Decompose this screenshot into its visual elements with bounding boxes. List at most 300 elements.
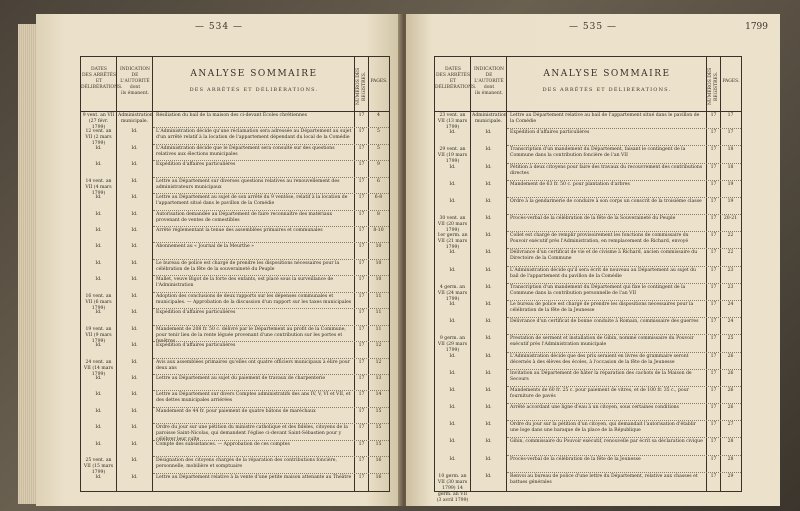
row-analysis: Expédition d'affaires particulières — [156, 310, 236, 316]
row-register-number: 17 — [358, 211, 365, 217]
row-date: Id. — [95, 343, 102, 349]
row-analysis: Ordre à la gendarmerie de conduire à son corps un conscrit de la troisième classe — [510, 198, 702, 204]
row-analysis: Pétition à deux citoyens pour faire des travaux du recouvrement des contributions directes — [510, 164, 703, 176]
row-date: Id. — [449, 439, 456, 445]
row-register-number: 17 — [358, 277, 365, 283]
numero-header — [707, 57, 721, 111]
row-analysis: Procès-verbal de la célébration de la fête de la Jeunesse — [510, 456, 641, 462]
row-divider — [507, 437, 741, 438]
row-pages: 24 — [727, 319, 734, 325]
row-analysis: Collet est chargé de remplir provisoirement les fonctions de commissaire du Pouvoir exécutif près l'Administration, en remplacement de Richard, envoyé — [510, 233, 689, 245]
row-authority: Id. — [485, 284, 492, 290]
row-date: 10 germ. an VII (30 mars 1799) 14 germ. an VII (3 avril 1799) — [436, 473, 469, 503]
row-register-number: 17 — [710, 233, 717, 239]
row-authority: Id. — [485, 319, 492, 325]
row-pages: 24 — [727, 302, 734, 307]
row-analysis: Délivrance d'un certificat de vie et de civisme à Richard, ancien commissaire du Directoire de la Commune — [510, 250, 698, 262]
row-authority: Id. — [485, 405, 492, 411]
row-analysis: Compte des subsistances. — Approbation de ces comptes — [156, 441, 290, 447]
row-divider — [153, 358, 389, 359]
date-header-line: DATES — [445, 67, 461, 72]
row-authority: Id. — [131, 178, 138, 184]
row-register-number: 17 — [358, 293, 365, 299]
row-date: Id. — [449, 456, 456, 462]
row-authority: Administration municipale. — [118, 113, 153, 124]
row-register-number: 17 — [710, 198, 717, 204]
row-register-number: 17 — [710, 113, 717, 118]
row-divider — [153, 226, 389, 227]
row-register-number: 17 — [358, 458, 365, 464]
row-analysis: Arrêté réglementant la tenue des assemblées primaires et communales — [156, 228, 323, 234]
row-date: 4 germ. an VII (24 mars 1799) — [437, 284, 468, 302]
row-date: 12 vent. an VII (2 mars 1799) — [85, 129, 112, 147]
row-pages: 26 — [727, 370, 734, 376]
row-pages: 23 — [727, 284, 734, 290]
row-analysis: Mandement de 208 fr. 50 c. délivré par le Département au profit de la Commune, pour tenir lieu de la rente léguée provenant d'une contribution sur les portes et fenêtres — [156, 326, 346, 344]
date-header-line: DES ARRÊTÉS — [435, 73, 471, 78]
row-divider — [153, 144, 389, 145]
row-register-number: 17 — [710, 284, 717, 290]
row-date: Id. — [95, 162, 102, 168]
row-analysis: Expédition d'affaires particulières — [510, 130, 590, 136]
row-pages: 17 — [727, 113, 734, 118]
row-pages: 6 — [377, 178, 380, 184]
row-register-number: 17 — [358, 441, 365, 447]
year-header: 1799 — [745, 22, 768, 32]
row-analysis: Procès-verbal de la célébration de la fête de la Souveraineté du Peuple — [510, 216, 676, 222]
row-date: Id. — [449, 422, 456, 428]
row-date: Id. — [95, 244, 102, 250]
row-authority: Id. — [131, 359, 138, 365]
row-authority: Id. — [131, 211, 138, 217]
row-analysis: Autorisation demandée au Département de faire reconnaître des matériaux provenant de ventes de comestibles — [156, 211, 333, 223]
row-date: 29 vent. an VII (19 mars 1799) — [437, 147, 468, 165]
row-register-number: 17 — [710, 164, 717, 170]
row-divider — [507, 352, 741, 353]
row-pages: 16 — [375, 458, 382, 464]
row-register-number: 17 — [358, 145, 365, 151]
row-date: Id. — [449, 267, 456, 273]
row-register-number: 17 — [710, 336, 717, 342]
row-register-number: 17 — [358, 474, 365, 480]
row-divider — [507, 128, 741, 129]
row-divider — [153, 325, 389, 326]
row-register-number: 17 — [358, 375, 365, 381]
row-date: Id. — [95, 211, 102, 217]
row-date: 14 vent. an VII (4 mars 1799) — [85, 178, 112, 196]
row-pages: 5 — [377, 129, 380, 135]
analysis-subtitle: DES ARRÊTÉS ET DÉLIBÉRATIONS. — [189, 87, 319, 93]
row-register-number: 17 — [710, 387, 717, 393]
row-register-number: 17 — [358, 129, 365, 135]
row-divider — [153, 210, 389, 211]
row-pages: 22 — [727, 233, 734, 239]
row-authority: Id. — [485, 181, 492, 187]
row-date: 24 vent. an VII (14 mars 1799) — [83, 359, 114, 377]
row-date: Id. — [449, 250, 456, 256]
authority-header-line: ils émanent. — [475, 91, 503, 96]
row-analysis: Lettre au Département sur diverses questions relatives au renouvellement des administrateurs municipaux — [156, 178, 340, 190]
row-authority: Id. — [485, 473, 492, 479]
row-authority: Id. — [131, 260, 138, 266]
pages-header — [721, 57, 741, 111]
row-register-number: 17 — [358, 408, 365, 414]
row-pages: 26 — [727, 405, 734, 411]
row-register-number: 17 — [358, 260, 365, 266]
row-date: Id. — [449, 370, 456, 376]
row-date: 9 germ. an VII (29 mars 1799) — [437, 336, 468, 354]
row-authority: Id. — [131, 375, 138, 381]
row-authority: Id. — [485, 336, 492, 342]
row-divider — [153, 308, 389, 309]
row-date: Id. — [449, 130, 456, 136]
row-analysis: Ordre du jour sur une pétition du ministre catholique et des fidèles, citoyens de la paroisse Saint-Nicolas, qui demandent l'église ci-devant Saint-Sébastien pour y célébrer leur culte — [156, 425, 348, 443]
row-date: Id. — [95, 408, 102, 414]
numero-header — [355, 57, 369, 111]
row-analysis: Expédition d'affaires particulières — [156, 343, 236, 349]
date-header-line: ET — [449, 79, 457, 84]
row-authority: Id. — [131, 474, 138, 480]
row-date: 16 vent. an VII (6 mars 1799) — [85, 293, 112, 311]
row-authority: Id. — [131, 228, 138, 234]
date-header-line: DÉLIBÉRATIONS. — [435, 85, 477, 90]
row-analysis: Expédition d'affaires particulières — [156, 162, 236, 168]
row-register-number: 17 — [358, 425, 365, 431]
row-pages: 5 — [377, 145, 380, 151]
row-divider — [153, 374, 389, 375]
row-pages: 23 — [727, 267, 734, 273]
row-pages: 12 — [375, 343, 382, 349]
row-register-number: 17 — [358, 343, 365, 349]
row-pages: 10 — [375, 244, 382, 250]
row-analysis: Lettre au Département sur divers Comptes administratifs des ans IV, V, VI et VII, et des dettes municipales arriérées — [156, 392, 351, 404]
date-header — [81, 57, 123, 111]
row-date: 1er germ. an VII (21 mars 1799) — [437, 233, 468, 251]
row-authority: Id. — [131, 458, 138, 464]
row-authority: Id. — [131, 408, 138, 414]
row-analysis: Transcription d'un mandement du Département qui fixe le contingent de la Commune dans la contribution personnelle de l'an VII — [510, 284, 686, 296]
row-authority: Id. — [485, 130, 492, 136]
authority-header-line: DE L'AUTORITÉ — [474, 73, 504, 84]
row-date: 23 vent. an VII (13 mars 1799) — [437, 113, 468, 130]
row-pages: 18 — [727, 147, 734, 153]
pages-header-text: PAGES. — [370, 79, 388, 84]
row-analysis: L'Administration décide qu'il sera écrit de nouveau au Département au sujet du bail de l'appartement du pavillon de la Comédie — [510, 267, 697, 279]
row-analysis: Transcription d'un mandement du Département, faisant le contingent de la Commune dans la contribution foncière de l'an VII — [510, 147, 686, 159]
row-pages: 28 — [727, 439, 734, 445]
row-analysis: L'Administration décide qu'une réclamation sera adressée au Département au sujet d'un arrêté relatif à la location de l'appartement dépendant du local de la Comédie — [156, 129, 352, 141]
row-pages: 25 — [727, 336, 734, 342]
table-row — [435, 473, 741, 503]
row-analysis: Gibin, commissaire du Pouvoir exécutif, renouvelle par écrit sa déclaration civique — [510, 439, 703, 445]
row-pages: 29 — [727, 473, 734, 479]
row-date: Id. — [449, 405, 456, 411]
row-pages: 10 — [375, 260, 382, 266]
numero-header-text: NUMÉROS DES REGISTRES. — [356, 67, 367, 105]
row-divider — [153, 160, 389, 161]
row-date: Id. — [449, 319, 456, 325]
row-authority: Id. — [131, 425, 138, 431]
row-pages: 10 — [375, 277, 382, 283]
row-authority: Id. — [485, 250, 492, 256]
row-pages: 19 — [727, 181, 734, 187]
row-date: Id. — [449, 198, 456, 204]
row-register-number: 17 — [358, 326, 365, 332]
date-header-line: DÉLIBÉRATIONS. — [81, 85, 123, 90]
row-analysis: Lettre au Département au sujet de son arrêté du 9 ventôse, relatif à la location de l'appartement situé dans le pavillon de la Comédie — [156, 195, 348, 207]
row-register-number: 17 — [710, 147, 717, 153]
row-authority: Id. — [485, 233, 492, 239]
row-analysis: Mandements de 60 fr. 25 c. pour paiement de vitres, et de 100 fr. 35 c., pour fourniture de pavés — [510, 387, 689, 399]
row-pages: 15 — [375, 408, 382, 414]
row-authority: Administration municipale. — [472, 113, 507, 124]
row-analysis: Ordre du jour sur la pétition d'un citoyen, qui demandait l'autorisation d'établir une loge dans une baraque de la place de la République — [510, 422, 696, 434]
row-authority: Id. — [131, 129, 138, 135]
row-divider — [507, 180, 741, 181]
page-number: — 534 — — [195, 22, 243, 32]
row-register-number: 17 — [358, 310, 365, 316]
row-pages: 28 — [727, 456, 734, 462]
table-header — [435, 57, 741, 112]
row-divider — [153, 407, 389, 408]
analysis-title: ANALYSE SOMMAIRE — [190, 69, 318, 79]
row-pages: 11 — [375, 326, 382, 332]
authority-header-line: ils émanent. — [121, 91, 149, 96]
row-authority: Id. — [485, 216, 492, 222]
row-divider — [507, 472, 741, 473]
row-register-number: 17 — [710, 302, 717, 307]
table-body — [81, 111, 389, 491]
row-divider — [507, 386, 741, 387]
row-pages: 4 — [377, 113, 380, 118]
row-date: Id. — [449, 302, 456, 307]
row-date: Id. — [449, 164, 456, 170]
authority-header-line: INDICATION — [120, 67, 150, 72]
analysis-subtitle: DES ARRÊTÉS ET DÉLIBÉRATIONS. — [542, 87, 672, 93]
row-divider — [153, 177, 389, 178]
row-date: 30 vent. an VII (20 mars 1799) — [437, 216, 468, 234]
authority-header — [471, 57, 507, 111]
row-authority: Id. — [131, 195, 138, 201]
row-pages: 16 — [375, 474, 382, 480]
row-analysis: Avis aux assemblées primaires qu'elles ont quatre officiers municipaux à élire pour deux ans — [156, 359, 350, 371]
row-pages: 12 — [375, 359, 382, 365]
row-register-number: 17 — [710, 181, 717, 187]
numero-header-text: NUMÉROS DES REGISTRES. — [708, 67, 719, 105]
row-date: 25 vent. an VII (15 mars 1799) — [83, 458, 114, 476]
row-divider — [153, 423, 389, 424]
row-divider — [153, 259, 389, 260]
row-authority: Id. — [131, 392, 138, 398]
row-authority: Id. — [485, 353, 492, 359]
row-pages: 17 — [727, 130, 734, 136]
row-pages: 8 — [377, 211, 380, 217]
row-analysis: Lettre au Département relative à la vente d'une petite maison attenante au Théâtre — [156, 474, 352, 480]
row-authority: Id. — [131, 145, 138, 151]
page-number: — 535 — — [569, 22, 617, 32]
row-date: 19 vent. an VII (9 mars 1799) — [85, 326, 112, 344]
row-register-number: 17 — [710, 473, 717, 479]
row-date: Id. — [95, 474, 102, 480]
table-row — [81, 475, 389, 491]
row-divider — [507, 420, 741, 421]
row-divider — [153, 473, 389, 474]
row-analysis: Mallet, veuve Bigot de la forte des enfants, est placé sous la surveillance de l'Administration — [156, 277, 334, 289]
left-page — [36, 14, 402, 506]
row-register-number: 17 — [710, 439, 717, 445]
row-authority: Id. — [485, 370, 492, 376]
row-divider — [153, 440, 389, 441]
row-register-number: 17 — [358, 244, 365, 250]
row-pages: 6-8 — [374, 195, 383, 201]
row-divider — [507, 455, 741, 456]
row-divider — [153, 456, 389, 457]
row-register-number: 17 — [710, 456, 717, 462]
row-register-number: 17 — [710, 216, 717, 222]
row-register-number: 17 — [710, 370, 717, 376]
row-divider — [153, 127, 389, 128]
row-analysis: Arrêté accordant une ligne d'eau à un citoyen, sous certaines conditions — [510, 405, 679, 411]
date-header — [435, 57, 477, 111]
row-analysis: Lettre au Département relative au bail de l'appartement situé dans le pavillon de la Comédie — [510, 113, 700, 124]
row-pages: 18 — [727, 164, 734, 170]
row-pages: 14 — [375, 392, 382, 398]
row-analysis: Résiliation du bail de la maison des ci-devant Écoles chrétiennes — [156, 113, 308, 118]
row-analysis: Prestation de serment et installation de Gibin, nommé commissaire du Pouvoir exécutif près l'Administration municipale — [510, 336, 694, 348]
authority-header-line: INDICATION — [474, 67, 504, 72]
row-divider — [507, 197, 741, 198]
row-date: Id. — [449, 353, 456, 359]
row-pages: 27 — [727, 422, 734, 428]
row-register-number: 17 — [358, 228, 365, 234]
row-date: Id. — [95, 310, 102, 316]
row-authority: Id. — [485, 422, 492, 428]
row-authority: Id. — [485, 267, 492, 273]
row-date: Id. — [95, 195, 102, 201]
row-pages: 13 — [375, 375, 382, 381]
row-pages: 15 — [375, 441, 382, 447]
row-authority: Id. — [485, 387, 492, 393]
row-date: Id. — [95, 392, 102, 398]
row-date: Id. — [95, 277, 102, 283]
authority-header-line: dont — [483, 85, 495, 90]
register-table — [434, 56, 742, 503]
row-authority: Id. — [131, 277, 138, 283]
row-date: Id. — [95, 375, 102, 381]
row-register-number: 17 — [710, 130, 717, 136]
row-divider — [507, 403, 741, 404]
authority-header — [117, 57, 153, 111]
row-analysis: Désignation des citoyens chargés de la réparation des contributions foncière, personnelle, mobilière et somptuaire — [156, 458, 337, 470]
row-pages: 20-21 — [723, 216, 738, 222]
date-header-line: DES ARRÊTÉS — [81, 73, 117, 78]
row-authority: Id. — [131, 326, 138, 332]
row-authority: Id. — [485, 439, 492, 445]
row-register-number: 17 — [710, 250, 717, 256]
row-register-number: 17 — [358, 359, 365, 365]
row-authority: Id. — [131, 343, 138, 349]
authority-header-line: dont — [129, 85, 141, 90]
date-header-line: DATES — [91, 67, 107, 72]
row-date: Id. — [95, 425, 102, 431]
row-date: Id. — [95, 260, 102, 266]
row-divider — [507, 248, 741, 249]
row-register-number: 17 — [358, 178, 365, 184]
row-date: 9 vent. an VII (27 févr. 1799) — [82, 113, 115, 130]
row-pages: 26 — [727, 387, 734, 393]
row-pages: 22 — [727, 250, 734, 256]
row-pages: 15 — [375, 425, 382, 431]
row-analysis: L'Administration décide que le Département sera consulté sur des questions relatives aux élections municipales — [156, 145, 335, 157]
pages-header — [369, 57, 389, 111]
row-divider — [153, 341, 389, 342]
row-divider — [507, 231, 741, 232]
row-date: Id. — [449, 387, 456, 393]
row-authority: Id. — [485, 302, 492, 307]
row-analysis: Adoption des conclusions de deux rapports sur les dépenses communales et municipales. — Approbation de la discussion d'un rapport sur les taxes municipales — [156, 293, 352, 305]
row-authority: Id. — [485, 164, 492, 170]
row-analysis: Invitation au Département de hâter la réparation des cachots de la Maison de Secours — [510, 370, 692, 382]
row-analysis: Le bureau de police est chargé de prendre les dispositions nécessaires pour la célébration de la fête de la Jeunesse — [510, 302, 694, 313]
row-date: Id. — [449, 181, 456, 187]
row-analysis: Renvoi au bureau de police d'une lettre du Département, relative aux chasses et battues générales — [510, 473, 698, 485]
row-register-number: 17 — [710, 422, 717, 428]
row-pages: 19 — [727, 198, 734, 204]
row-divider — [507, 334, 741, 335]
row-date: Id. — [95, 441, 102, 447]
table-body — [435, 111, 741, 503]
row-pages: 26 — [727, 353, 734, 359]
row-divider — [153, 390, 389, 391]
analysis-title: ANALYSE SOMMAIRE — [543, 69, 671, 79]
row-analysis: Mandement de 63 fr. 50 c. pour plantation d'arbres — [510, 181, 630, 187]
row-divider — [507, 300, 741, 301]
row-divider — [507, 317, 741, 318]
right-page — [406, 14, 780, 506]
row-authority: Id. — [485, 456, 492, 462]
row-pages: 9 — [377, 162, 380, 168]
analysis-header — [153, 57, 355, 111]
row-divider — [153, 193, 389, 194]
row-authority: Id. — [131, 310, 138, 316]
row-authority: Id. — [131, 162, 138, 168]
row-register-number: 17 — [710, 353, 717, 359]
row-authority: Id. — [131, 244, 138, 250]
row-authority: Id. — [131, 441, 138, 447]
row-divider — [507, 214, 741, 215]
row-register-number: 17 — [710, 405, 717, 411]
row-divider — [153, 275, 389, 276]
row-pages: 8-10 — [373, 228, 384, 234]
row-divider — [507, 163, 741, 164]
row-pages: 11 — [375, 293, 382, 299]
row-pages: 11 — [375, 310, 382, 316]
authority-header-line: DE L'AUTORITÉ — [120, 73, 150, 84]
row-analysis: Lettre au Département au sujet du paiement de travaux de charpenterie — [156, 375, 326, 381]
pages-header-text: PAGES. — [722, 79, 740, 84]
analysis-header — [507, 57, 707, 111]
row-authority: Id. — [131, 293, 138, 299]
row-divider — [507, 266, 741, 267]
row-register-number: 17 — [710, 267, 717, 273]
row-register-number: 17 — [358, 195, 365, 201]
row-analysis: Mandement de 44 fr. pour paiement de quatre bâtons de maréchaux — [156, 408, 316, 414]
row-register-number: 17 — [358, 113, 365, 118]
table-header — [81, 57, 389, 112]
row-divider — [507, 145, 741, 146]
row-analysis: L'Administration décide que des prix seraient en livres de grammaire seront décernés à des élèves des écoles, à l'occasion de la fête de la Jeunesse — [510, 353, 689, 365]
row-divider — [153, 242, 389, 243]
